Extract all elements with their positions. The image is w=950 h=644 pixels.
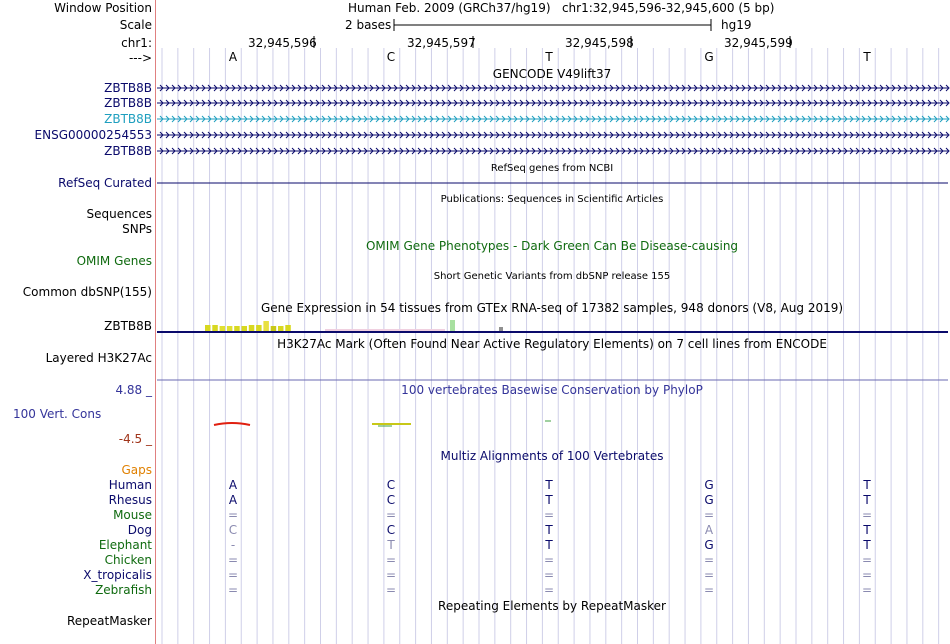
gtex-tissue-bar (249, 325, 255, 331)
multiz-species-label[interactable]: Human (108, 478, 152, 492)
ref-base: C (386, 50, 396, 64)
ref-base: A (228, 50, 238, 64)
phylop-min-label: -4.5 _ (118, 432, 152, 446)
refseq-track-title: RefSeq genes from NCBI (490, 163, 614, 174)
gtex-track-label[interactable]: ZBTB8B (104, 319, 152, 333)
phylop-conservation-mark (214, 423, 250, 425)
multiz-species-label[interactable]: Zebrafish (95, 583, 152, 597)
multiz-aligned-base: T (863, 493, 871, 507)
omim-track-label[interactable]: OMIM Genes (76, 254, 152, 268)
multiz-aligned-base: G (704, 538, 714, 552)
h3k27ac-track-label[interactable]: Layered H3K27Ac (45, 351, 152, 365)
gtex-tissue-bar (212, 325, 218, 331)
gtex-tissue-bar (285, 325, 291, 331)
gencode-row-label[interactable]: ZBTB8B (104, 112, 152, 126)
multiz-aligned-base: G (704, 478, 714, 492)
position-label: 32,945,596 (248, 36, 317, 50)
strand-label: ---> (128, 51, 152, 65)
publications-track-title: Publications: Sequences in Scientific Articles (440, 194, 664, 205)
ref-base: T (863, 50, 871, 64)
ref-base: G (704, 50, 714, 64)
window-position-label: Window Position (54, 1, 152, 15)
multiz-aligned-base: T (545, 538, 553, 552)
multiz-aligned-base: = (703, 508, 715, 522)
gtex-tissue-bar (234, 326, 240, 331)
multiz-aligned-base: - (230, 538, 236, 552)
multiz-aligned-base: = (861, 568, 873, 582)
repeatmasker-track-label[interactable]: RepeatMasker (66, 614, 152, 628)
gtex-tissue-bar (499, 327, 503, 331)
refseq-track-label[interactable]: RefSeq Curated (58, 176, 152, 190)
gtex-tissue-bar (450, 320, 455, 331)
phylop-track-label[interactable]: 100 Vert. Cons (13, 407, 102, 421)
multiz-species-label[interactable]: Elephant (98, 538, 152, 552)
multiz-species-label[interactable]: Rhesus (108, 493, 152, 507)
multiz-species-label[interactable]: X_tropicalis (83, 568, 152, 582)
scale-value: 2 bases (345, 18, 392, 32)
gtex-tissue-bar (256, 325, 262, 331)
multiz-aligned-base: T (863, 478, 871, 492)
scale-assembly: hg19 (721, 18, 752, 32)
multiz-aligned-base: = (861, 508, 873, 522)
label-divider (155, 0, 156, 644)
multiz-aligned-base: = (861, 583, 873, 597)
multiz-aligned-base: G (704, 493, 714, 507)
multiz-species-label[interactable]: Mouse (113, 508, 152, 522)
multiz-aligned-base: C (386, 478, 396, 492)
multiz-aligned-base: A (228, 493, 238, 507)
multiz-aligned-base: = (227, 553, 239, 567)
gtex-tissue-bar (325, 329, 445, 331)
multiz-aligned-base: C (228, 523, 238, 537)
multiz-aligned-base: T (545, 478, 553, 492)
dbsnp-track-label[interactable]: Common dbSNP(155) (22, 285, 152, 299)
multiz-track-title: Multiz Alignments of 100 Vertebrates (440, 449, 664, 463)
publications-track-label[interactable]: Sequences (86, 207, 152, 221)
gtex-tissue-bar (263, 321, 269, 331)
multiz-aligned-base: = (227, 568, 239, 582)
multiz-aligned-base: = (543, 583, 555, 597)
multiz-aligned-base: A (228, 478, 238, 492)
phylop-max-label: 4.88 _ (115, 383, 152, 397)
repeatmasker-track-title: Repeating Elements by RepeatMasker (438, 599, 666, 613)
multiz-aligned-base: T (863, 538, 871, 552)
multiz-aligned-base: T (545, 493, 553, 507)
gtex-track-title: Gene Expression in 54 tissues from GTEx RNA-seq of 17382 samples, 948 donors (V8, Aug 2019) (260, 301, 844, 315)
multiz-aligned-base: C (386, 493, 396, 507)
gencode-row-label[interactable]: ZBTB8B (104, 144, 152, 158)
multiz-aligned-base: = (385, 583, 397, 597)
multiz-species-label[interactable]: Dog (127, 523, 152, 537)
multiz-aligned-base: = (543, 568, 555, 582)
multiz-aligned-base: = (703, 568, 715, 582)
multiz-aligned-base: T (863, 523, 871, 537)
window-position-value: Human Feb. 2009 (GRCh37/hg19) chr1:32,945,596-32,945,600 (5 bp) (348, 1, 775, 15)
snps-track-label[interactable]: SNPs (122, 222, 152, 236)
gtex-tissue-bar (205, 325, 211, 331)
gencode-row-label[interactable]: ZBTB8B (104, 81, 152, 95)
multiz-aligned-base: A (704, 523, 714, 537)
gtex-tissue-bar (242, 326, 248, 331)
multiz-aligned-base: = (703, 583, 715, 597)
position-label: 32,945,597 (407, 36, 476, 50)
gencode-row-label[interactable]: ZBTB8B (104, 96, 152, 110)
multiz-aligned-base: T (545, 523, 553, 537)
gtex-tissue-bar (227, 326, 233, 331)
h3k27ac-track-title: H3K27Ac Mark (Often Found Near Active Regulatory Elements) on 7 cell lines from ENCODE (277, 337, 827, 351)
multiz-aligned-base: = (703, 553, 715, 567)
multiz-aligned-base: = (227, 583, 239, 597)
gtex-tissue-bar (220, 326, 226, 331)
scale-label: Scale (119, 18, 152, 32)
position-label: 32,945,599 (724, 36, 793, 50)
position-label: 32,945,598 (565, 36, 634, 50)
ref-base: T (545, 50, 553, 64)
multiz-aligned-base: = (227, 508, 239, 522)
multiz-species-label[interactable]: Chicken (104, 553, 152, 567)
omim-track-title: OMIM Gene Phenotypes - Dark Green Can Be Disease-causing (365, 239, 739, 253)
multiz-aligned-base: = (861, 553, 873, 567)
multiz-aligned-base: C (386, 523, 396, 537)
multiz-aligned-base: = (385, 508, 397, 522)
multiz-aligned-base: T (387, 538, 395, 552)
multiz-aligned-base: = (385, 553, 397, 567)
multiz-aligned-base: = (543, 508, 555, 522)
multiz-aligned-base: = (385, 568, 397, 582)
dbsnp-track-title: Short Genetic Variants from dbSNP release 155 (433, 271, 671, 282)
gtex-tissue-bar (278, 326, 284, 331)
gencode-track-title: GENCODE V49lift37 (492, 67, 612, 81)
chrom-label: chr1: (121, 36, 152, 50)
multiz-gaps-label: Gaps (121, 463, 152, 477)
multiz-aligned-base: = (543, 553, 555, 567)
gencode-row-label[interactable]: ENSG00000254553 (34, 128, 152, 142)
gtex-tissue-bar (271, 326, 277, 331)
phylop-track-title: 100 vertebrates Basewise Conservation by PhyloP (401, 383, 703, 397)
